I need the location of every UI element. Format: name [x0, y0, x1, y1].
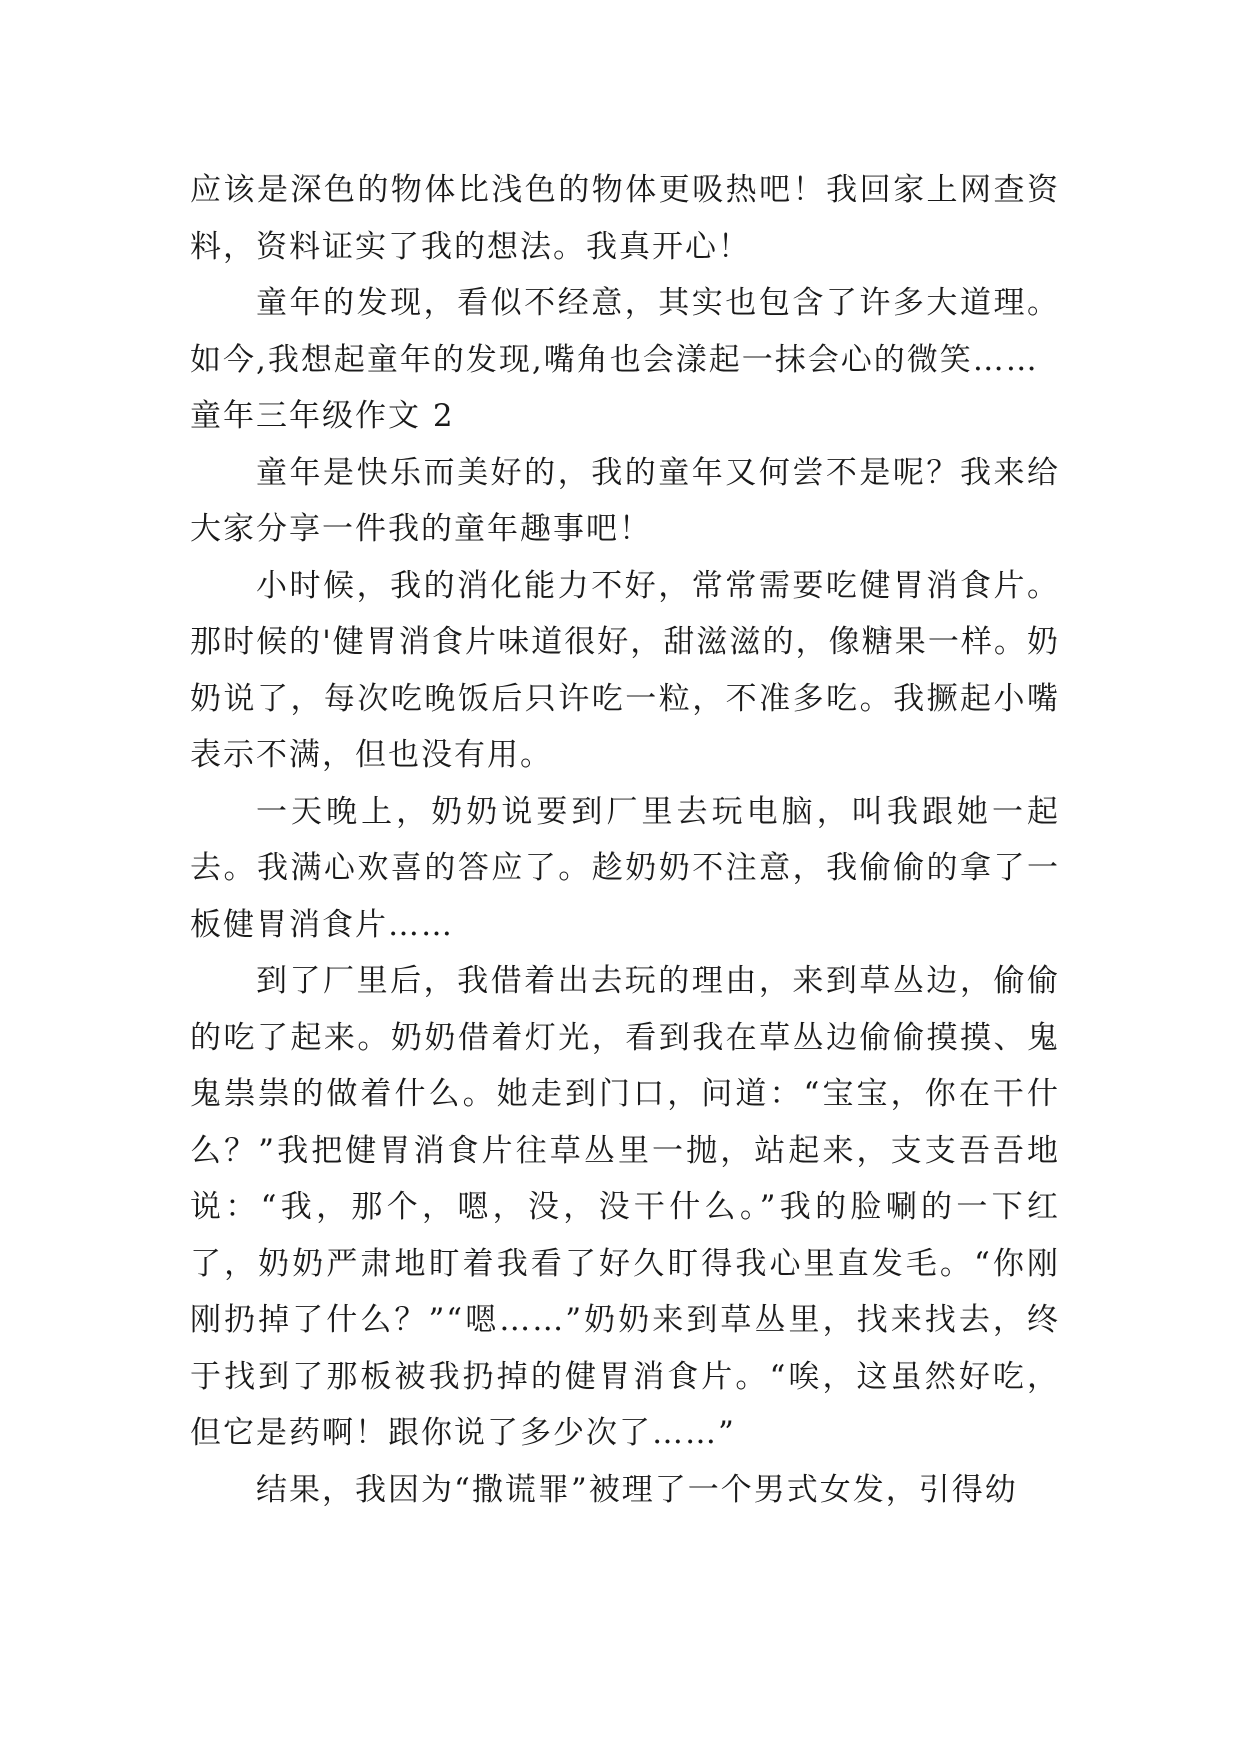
- paragraph-factory: 到了厂里后，我借着出去玩的理由，来到草丛边，偷偷的吃了起来。奶奶借着灯光，看到我在草丛边偷偷摸摸、鬼鬼祟祟的做着什么。她走到门口，问道：“宝宝，你在干什么？”我把健胃消食片往草丛里一抛，站起来，支支吾吾地说：“我，那个，嗯，没，没干什么。”我的脸唰的一下红了，奶奶严肃地盯着我看了好久盯得我心里直发毛。“你刚刚扔掉了什么？”“嗯……”奶奶来到草丛里，找来找去，终于找到了那板被我扔掉的健胃消食片。“唉，这虽然好吃，但它是药啊！跟你说了多少次了……”: [190, 963, 1060, 1451]
- paragraph-intro: 童年是快乐而美好的，我的童年又何尝不是呢？我来给大家分享一件我的童年趣事吧！: [190, 454, 1060, 547]
- paragraph-result: 结果，我因为“撒谎罪”被理了一个男式女发，引得幼: [256, 1471, 1018, 1508]
- paragraph-continuation: 应该是深色的物体比浅色的物体更吸热吧！我回家上网查资料，资料证实了我的想法。我真开心！: [190, 172, 1060, 265]
- essay-title: 童年三年级作文 2: [190, 398, 455, 434]
- paragraph-childhood: 小时候，我的消化能力不好，常常需要吃健胃消食片。那时候的'健胃消食片味道很好，甜滋滋的，像糖果一样。奶奶说了，每次吃晚饭后只许吃一粒，不准多吃。我撅起小嘴表示不满，但也没有用。: [190, 567, 1060, 773]
- paragraph-evening: 一天晚上，奶奶说要到厂里去玩电脑，叫我跟她一起去。我满心欢喜的答应了。趁奶奶不注意，我偷偷的拿了一板健胃消食片……: [190, 793, 1060, 943]
- paragraph-conclusion: 童年的发现，看似不经意，其实也包含了许多大道理。如今,我想起童年的发现,嘴角也会漾起一抹会心的微笑……: [190, 285, 1060, 378]
- essay-body: [190, 162, 1060, 1518]
